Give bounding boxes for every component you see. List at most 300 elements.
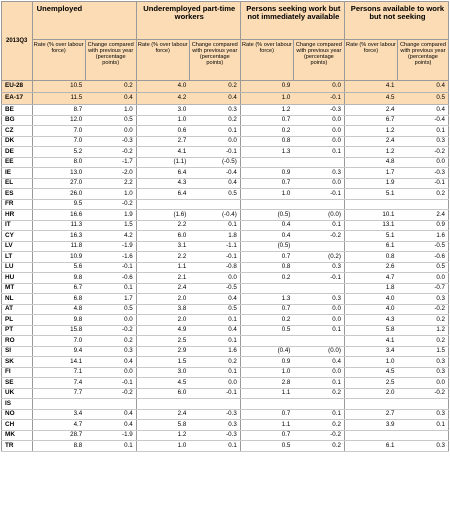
table-row xyxy=(2,252,449,263)
change-cell: -0.1 xyxy=(397,178,448,189)
rate-cell: 0.4 xyxy=(240,220,293,231)
aggregate-rows xyxy=(2,81,449,105)
rate-cell: 0.2 xyxy=(240,273,293,284)
subheader-rate: Rate (% over labour force) xyxy=(344,40,397,81)
rate-cell: 1.1 xyxy=(240,420,293,431)
rate-cell: 2.7 xyxy=(344,409,397,420)
change-cell: -0.1 xyxy=(293,93,344,105)
rate-cell: 4.1 xyxy=(344,336,397,347)
rate-cell: 0.2 xyxy=(240,126,293,137)
table-row xyxy=(2,409,449,420)
rate-cell: 10.5 xyxy=(32,81,85,93)
country-code: BG xyxy=(2,115,33,126)
table-row xyxy=(2,357,449,368)
change-cell: 0.1 xyxy=(189,220,240,231)
rate-cell: 4.5 xyxy=(344,93,397,105)
rate-cell: 8.0 xyxy=(32,157,85,168)
country-code: FI xyxy=(2,367,33,378)
rate-cell: 2.5 xyxy=(136,336,189,347)
change-cell: 0.0 xyxy=(85,315,136,326)
rate-cell: 7.1 xyxy=(32,367,85,378)
country-code: IS xyxy=(2,399,33,410)
country-code: FR xyxy=(2,199,33,210)
change-cell: 0.2 xyxy=(397,315,448,326)
change-cell: -0.2 xyxy=(293,430,344,441)
change-cell: -0.1 xyxy=(189,388,240,399)
rate-cell: 7.0 xyxy=(32,126,85,137)
rate-cell: 6.4 xyxy=(136,189,189,200)
group-header-available-not-seeking: Persons available to work but not seeking xyxy=(344,2,448,40)
rate-cell: 0.7 xyxy=(240,409,293,420)
change-cell: -0.2 xyxy=(397,304,448,315)
country-code: EE xyxy=(2,157,33,168)
change-cell xyxy=(293,157,344,168)
rate-cell: 8.8 xyxy=(32,441,85,452)
change-cell: 0.0 xyxy=(293,115,344,126)
change-cell: -1.7 xyxy=(85,157,136,168)
change-cell: 0.1 xyxy=(189,367,240,378)
change-cell: 0.0 xyxy=(397,157,448,168)
country-code: UK xyxy=(2,388,33,399)
subheader-rate: Rate (% over labour force) xyxy=(32,40,85,81)
change-cell: 0.1 xyxy=(189,126,240,137)
change-cell: 0.1 xyxy=(293,220,344,231)
change-cell: 0.2 xyxy=(397,189,448,200)
change-cell: 0.2 xyxy=(189,115,240,126)
change-cell: 1.0 xyxy=(85,189,136,200)
change-cell: 0.2 xyxy=(189,357,240,368)
country-code: SE xyxy=(2,378,33,389)
change-cell xyxy=(397,199,448,210)
rate-cell: 2.5 xyxy=(344,378,397,389)
table-row xyxy=(2,147,449,158)
change-cell: 0.1 xyxy=(189,315,240,326)
country-code: MK xyxy=(2,430,33,441)
change-cell: -0.8 xyxy=(189,262,240,273)
table-row xyxy=(2,336,449,347)
rate-cell: 2.0 xyxy=(344,388,397,399)
rate-cell: 6.1 xyxy=(344,441,397,452)
rate-cell: 1.0 xyxy=(240,367,293,378)
change-cell xyxy=(189,399,240,410)
change-cell: -0.2 xyxy=(85,388,136,399)
subheader-change: Change compared with previous year (percentage points) xyxy=(189,40,240,81)
change-cell: -1.1 xyxy=(189,241,240,252)
rate-cell: 7.0 xyxy=(32,136,85,147)
change-cell xyxy=(293,199,344,210)
change-cell: 0.4 xyxy=(397,81,448,93)
country-code: CZ xyxy=(2,126,33,137)
change-cell: 1.0 xyxy=(85,105,136,116)
change-cell: (0.0) xyxy=(293,210,344,221)
change-cell xyxy=(189,199,240,210)
rate-cell: 2.7 xyxy=(136,136,189,147)
rate-cell: 6.1 xyxy=(344,241,397,252)
rate-cell: 3.0 xyxy=(136,105,189,116)
table-row xyxy=(2,178,449,189)
rate-cell: 3.8 xyxy=(136,304,189,315)
change-cell: 0.0 xyxy=(85,367,136,378)
rate-cell: 2.1 xyxy=(136,273,189,284)
rate-cell: 27.0 xyxy=(32,178,85,189)
rate-cell: 7.4 xyxy=(32,378,85,389)
change-cell: 0.4 xyxy=(189,93,240,105)
rate-cell: 1.7 xyxy=(344,168,397,179)
rate-cell: 3.1 xyxy=(136,241,189,252)
rate-cell xyxy=(240,399,293,410)
change-cell: 0.1 xyxy=(293,409,344,420)
change-cell: 0.3 xyxy=(293,294,344,305)
change-cell: 0.4 xyxy=(189,294,240,305)
rate-cell: 1.3 xyxy=(240,147,293,158)
table-row xyxy=(2,157,449,168)
table-row xyxy=(2,105,449,116)
rate-cell: 1.8 xyxy=(344,283,397,294)
change-cell: 4.2 xyxy=(85,231,136,242)
rate-cell: 0.7 xyxy=(240,304,293,315)
country-code: AT xyxy=(2,304,33,315)
change-cell: 0.0 xyxy=(189,273,240,284)
table-row xyxy=(2,420,449,431)
change-cell: -0.2 xyxy=(85,325,136,336)
rate-cell: 0.9 xyxy=(240,168,293,179)
rate-cell: 6.4 xyxy=(136,168,189,179)
rate-cell: (0.4) xyxy=(240,346,293,357)
rate-cell: 1.1 xyxy=(136,262,189,273)
rate-cell: 0.4 xyxy=(240,231,293,242)
change-cell: 0.3 xyxy=(293,262,344,273)
change-cell: 0.4 xyxy=(85,420,136,431)
country-code: BE xyxy=(2,105,33,116)
rate-cell: 0.8 xyxy=(240,136,293,147)
rate-cell: 1.0 xyxy=(136,115,189,126)
rate-cell: 2.0 xyxy=(136,294,189,305)
rate-cell: 26.0 xyxy=(32,189,85,200)
country-code: EA-17 xyxy=(2,93,33,105)
table-row xyxy=(2,304,449,315)
change-cell: -0.3 xyxy=(85,136,136,147)
rate-cell: 0.5 xyxy=(240,441,293,452)
rate-cell: 6.0 xyxy=(136,388,189,399)
rate-cell: 1.2 xyxy=(240,105,293,116)
change-cell xyxy=(293,241,344,252)
rate-cell: 4.5 xyxy=(136,378,189,389)
change-cell: 1.7 xyxy=(85,294,136,305)
change-cell: -0.2 xyxy=(85,147,136,158)
change-cell: -1.6 xyxy=(85,252,136,263)
rate-cell: 28.7 xyxy=(32,430,85,441)
country-code: DK xyxy=(2,136,33,147)
country-code: HR xyxy=(2,210,33,221)
rate-cell: (1.1) xyxy=(136,157,189,168)
change-cell: 0.0 xyxy=(293,126,344,137)
rate-cell xyxy=(240,157,293,168)
change-cell: 0.0 xyxy=(293,136,344,147)
table-row xyxy=(2,399,449,410)
change-cell: 0.0 xyxy=(85,126,136,137)
table-row xyxy=(2,325,449,336)
labour-market-slack-table xyxy=(1,1,449,452)
rate-cell: 5.6 xyxy=(32,262,85,273)
change-cell: 0.0 xyxy=(293,81,344,93)
rate-cell: 4.9 xyxy=(136,325,189,336)
change-cell: 0.4 xyxy=(85,93,136,105)
change-cell: -0.6 xyxy=(397,252,448,263)
group-header-underemployed: Underemployed part-time workers xyxy=(136,2,240,40)
change-cell: 0.0 xyxy=(293,315,344,326)
table-row xyxy=(2,210,449,221)
change-cell: 0.1 xyxy=(293,325,344,336)
table-row xyxy=(2,294,449,305)
rate-cell: 10.1 xyxy=(344,210,397,221)
change-cell: 0.5 xyxy=(85,115,136,126)
change-cell: 0.2 xyxy=(85,81,136,93)
rate-cell: 0.7 xyxy=(240,252,293,263)
change-cell: (-0.5) xyxy=(189,157,240,168)
change-cell: 1.5 xyxy=(85,220,136,231)
table-row xyxy=(2,346,449,357)
change-cell: -0.1 xyxy=(85,378,136,389)
country-code: LT xyxy=(2,252,33,263)
period-label: 2013Q3 xyxy=(2,2,33,81)
rate-cell xyxy=(344,399,397,410)
country-code: EU-28 xyxy=(2,81,33,93)
rate-cell: 2.4 xyxy=(136,283,189,294)
rate-cell: 2.0 xyxy=(136,315,189,326)
rate-cell: 0.8 xyxy=(344,252,397,263)
table-row xyxy=(2,273,449,284)
country-code: IE xyxy=(2,168,33,179)
change-cell: -0.1 xyxy=(189,147,240,158)
rate-cell: 4.5 xyxy=(344,367,397,378)
table-row xyxy=(2,115,449,126)
change-cell: 0.4 xyxy=(397,105,448,116)
rate-cell: 7.7 xyxy=(32,388,85,399)
rate-cell: 2.2 xyxy=(136,252,189,263)
rate-cell: 3.4 xyxy=(32,409,85,420)
rate-cell: 7.0 xyxy=(32,336,85,347)
change-cell: -0.1 xyxy=(293,273,344,284)
rate-cell: 5.1 xyxy=(344,189,397,200)
change-cell: 0.3 xyxy=(397,294,448,305)
rate-cell: 1.2 xyxy=(344,126,397,137)
change-cell: -0.1 xyxy=(189,252,240,263)
change-cell: 0.2 xyxy=(293,441,344,452)
country-code: LU xyxy=(2,262,33,273)
subheader-change: Change compared with previous year (percentage points) xyxy=(85,40,136,81)
subheader-change: Change compared with previous year (percentage points) xyxy=(293,40,344,81)
change-cell: 0.9 xyxy=(397,220,448,231)
change-cell xyxy=(397,399,448,410)
change-cell: -1.9 xyxy=(85,430,136,441)
group-header-unemployed: Unemployed xyxy=(32,2,136,40)
rate-cell: 16.6 xyxy=(32,210,85,221)
rate-cell: 3.0 xyxy=(136,367,189,378)
change-cell: 0.3 xyxy=(397,367,448,378)
country-code: NL xyxy=(2,294,33,305)
change-cell: -0.5 xyxy=(397,241,448,252)
change-cell: 0.4 xyxy=(85,409,136,420)
change-cell: 0.2 xyxy=(293,388,344,399)
group-header-seeking-not-available: Persons seeking work but not immediately available xyxy=(240,2,344,40)
rate-cell: 4.8 xyxy=(32,304,85,315)
change-cell: 0.3 xyxy=(85,346,136,357)
change-cell: 0.1 xyxy=(293,378,344,389)
country-code: DE xyxy=(2,147,33,158)
rate-cell: 11.8 xyxy=(32,241,85,252)
rate-cell: 16.3 xyxy=(32,231,85,242)
table-row xyxy=(2,168,449,179)
rate-cell xyxy=(240,336,293,347)
rate-cell: 4.1 xyxy=(344,81,397,93)
rate-cell: 6.7 xyxy=(32,283,85,294)
change-cell: 0.2 xyxy=(189,81,240,93)
table-row xyxy=(2,388,449,399)
change-cell: 2.2 xyxy=(85,178,136,189)
rate-cell: 4.3 xyxy=(136,178,189,189)
change-cell: 0.5 xyxy=(397,93,448,105)
country-code: EL xyxy=(2,178,33,189)
change-cell: -0.4 xyxy=(397,115,448,126)
rate-cell: 11.5 xyxy=(32,93,85,105)
change-cell: -0.6 xyxy=(85,273,136,284)
rate-cell: (0.5) xyxy=(240,241,293,252)
change-cell: 0.0 xyxy=(293,367,344,378)
rate-cell: 3.4 xyxy=(344,346,397,357)
rate-cell: 4.0 xyxy=(344,294,397,305)
subheader-rate: Rate (% over labour force) xyxy=(240,40,293,81)
table-row xyxy=(2,199,449,210)
rate-cell: 0.7 xyxy=(240,115,293,126)
country-code: NO xyxy=(2,409,33,420)
rate-cell: 9.8 xyxy=(32,273,85,284)
table-row xyxy=(2,231,449,242)
rate-cell: 3.9 xyxy=(344,420,397,431)
rate-cell: 1.3 xyxy=(240,294,293,305)
table-row xyxy=(2,126,449,137)
rate-cell: 4.7 xyxy=(32,420,85,431)
rate-cell: 1.9 xyxy=(344,178,397,189)
country-code: HU xyxy=(2,273,33,284)
change-cell: 0.4 xyxy=(293,357,344,368)
change-cell: -0.1 xyxy=(85,262,136,273)
change-cell: 0.0 xyxy=(293,178,344,189)
table-row xyxy=(2,93,449,105)
rate-cell: 2.4 xyxy=(136,409,189,420)
country-code: SI xyxy=(2,346,33,357)
table-row xyxy=(2,81,449,93)
change-cell xyxy=(293,399,344,410)
rate-cell: 5.8 xyxy=(136,420,189,431)
change-cell: 0.5 xyxy=(189,304,240,315)
change-cell: 0.4 xyxy=(85,357,136,368)
change-cell: 0.1 xyxy=(189,336,240,347)
rate-cell: 0.9 xyxy=(240,81,293,93)
table-header xyxy=(2,2,449,81)
rate-cell: 2.9 xyxy=(136,346,189,357)
change-cell: 0.1 xyxy=(397,420,448,431)
rate-cell: 1.1 xyxy=(240,388,293,399)
subheader-change: Change compared with previous year (percentage points) xyxy=(397,40,448,81)
country-code: SK xyxy=(2,357,33,368)
rate-cell: 6.8 xyxy=(32,294,85,305)
change-cell: 0.1 xyxy=(397,126,448,137)
change-cell: 0.3 xyxy=(397,441,448,452)
rate-cell: 11.3 xyxy=(32,220,85,231)
table-row xyxy=(2,136,449,147)
change-cell: -0.2 xyxy=(397,147,448,158)
rate-cell: 1.5 xyxy=(136,357,189,368)
change-cell: 0.3 xyxy=(397,357,448,368)
rate-cell xyxy=(136,199,189,210)
table-row xyxy=(2,315,449,326)
country-code: LV xyxy=(2,241,33,252)
rate-cell: 2.4 xyxy=(344,105,397,116)
rate-cell: 13.0 xyxy=(32,168,85,179)
rate-cell: 14.1 xyxy=(32,357,85,368)
table-row xyxy=(2,189,449,200)
change-cell: 0.1 xyxy=(85,441,136,452)
rate-cell: 5.8 xyxy=(344,325,397,336)
rate-cell: 1.0 xyxy=(240,189,293,200)
rate-cell xyxy=(240,283,293,294)
rate-cell: 0.9 xyxy=(240,357,293,368)
change-cell: 0.3 xyxy=(189,420,240,431)
change-cell: 2.4 xyxy=(397,210,448,221)
rate-cell: 1.0 xyxy=(344,357,397,368)
country-code: ES xyxy=(2,189,33,200)
change-cell: -0.4 xyxy=(189,168,240,179)
change-cell: (0.2) xyxy=(293,252,344,263)
rate-cell: 0.2 xyxy=(240,315,293,326)
change-cell: 0.1 xyxy=(293,147,344,158)
rate-cell xyxy=(136,399,189,410)
change-cell: 0.2 xyxy=(293,420,344,431)
page xyxy=(0,1,450,529)
country-rows xyxy=(2,105,449,452)
change-cell: -0.2 xyxy=(397,388,448,399)
change-cell: 0.5 xyxy=(189,189,240,200)
country-code: MT xyxy=(2,283,33,294)
rate-cell: 0.7 xyxy=(240,178,293,189)
rate-cell: 5.1 xyxy=(344,231,397,242)
rate-cell: 2.2 xyxy=(136,220,189,231)
change-cell: 0.0 xyxy=(293,304,344,315)
rate-cell: 4.8 xyxy=(344,157,397,168)
change-cell: -0.3 xyxy=(189,409,240,420)
change-cell: -0.7 xyxy=(397,283,448,294)
change-cell: -0.1 xyxy=(293,189,344,200)
rate-cell: 2.6 xyxy=(344,262,397,273)
change-cell: -0.2 xyxy=(293,231,344,242)
rate-cell: 1.2 xyxy=(344,147,397,158)
rate-cell: 4.3 xyxy=(344,315,397,326)
rate-cell: 4.7 xyxy=(344,273,397,284)
table-row xyxy=(2,378,449,389)
change-cell: -0.3 xyxy=(293,105,344,116)
rate-cell: 0.7 xyxy=(240,430,293,441)
rate-cell: 6.0 xyxy=(136,231,189,242)
change-cell: 0.1 xyxy=(85,283,136,294)
change-cell: 0.4 xyxy=(189,178,240,189)
rate-cell: 5.2 xyxy=(32,147,85,158)
rate-cell: 6.7 xyxy=(344,115,397,126)
table-row xyxy=(2,241,449,252)
change-cell: -1.9 xyxy=(85,241,136,252)
rate-cell: 4.2 xyxy=(136,93,189,105)
change-cell: -0.5 xyxy=(189,283,240,294)
change-cell: 0.3 xyxy=(189,105,240,116)
